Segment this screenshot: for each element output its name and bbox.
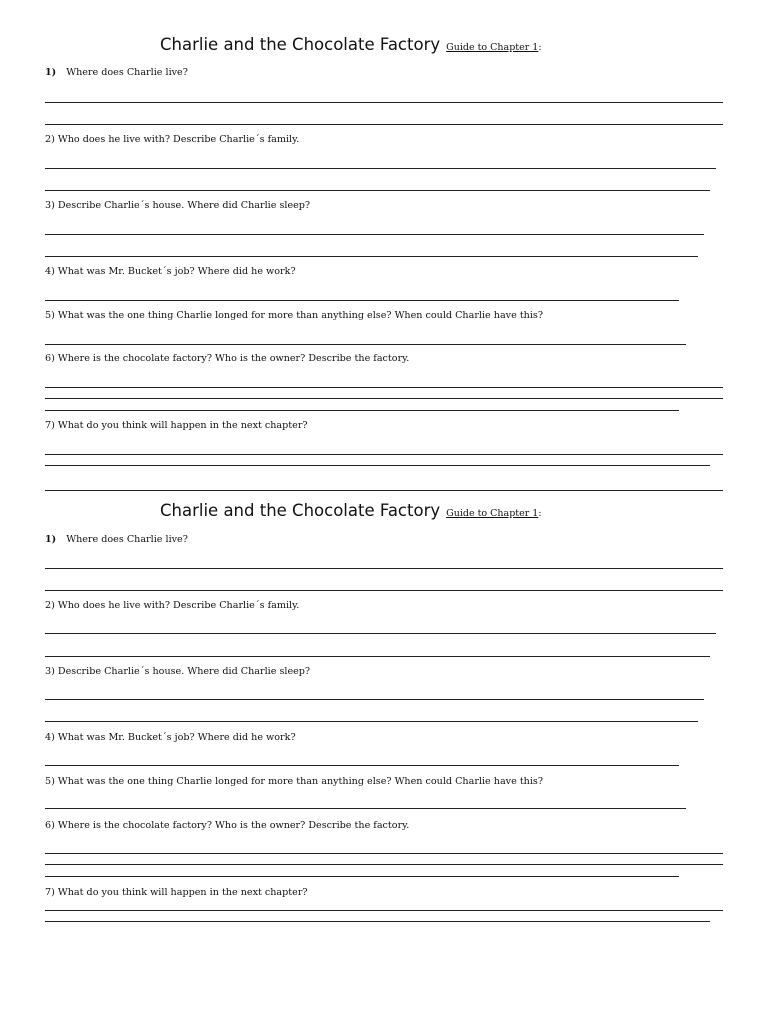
- chapter-guide-colon: :: [538, 508, 542, 519]
- question-2: [45, 135, 299, 145]
- question-2: [45, 601, 299, 611]
- chapter-guide-text: Guide to Chapter 1: [446, 42, 539, 53]
- question-7: [45, 421, 308, 431]
- worksheet-title: [160, 503, 542, 520]
- answer-line[interactable]: [45, 256, 698, 257]
- question-4: [45, 267, 296, 277]
- answer-line[interactable]: [45, 124, 723, 125]
- title-text: Charlie and the Chocolate Factory: [160, 35, 441, 54]
- question-7: [45, 888, 308, 898]
- question-text: 5) What was the one thing Charlie longed for more than anything else? When could Charlie have this?: [45, 776, 543, 787]
- answer-line[interactable]: [45, 387, 723, 388]
- question-text: Where does Charlie live?: [66, 67, 188, 78]
- question-5: [45, 311, 543, 321]
- answer-line[interactable]: [45, 699, 704, 700]
- chapter-guide-label: [446, 42, 541, 53]
- title-text: Charlie and the Chocolate Factory: [160, 501, 441, 520]
- answer-line[interactable]: [45, 344, 686, 345]
- question-number: 1): [45, 67, 57, 78]
- question-6: [45, 354, 409, 364]
- answer-line[interactable]: [45, 490, 723, 491]
- question-3: [45, 667, 310, 677]
- answer-line[interactable]: [45, 300, 679, 301]
- question-6: [45, 821, 409, 831]
- question-1: [45, 535, 188, 545]
- question-5: [45, 777, 543, 787]
- answer-line[interactable]: [45, 876, 679, 877]
- answer-line[interactable]: [45, 465, 710, 466]
- answer-line[interactable]: [45, 568, 723, 569]
- question-text: 2) Who does he live with? Describe Charlie´s family.: [45, 600, 300, 611]
- question-text: 4) What was Mr. Bucket´s job? Where did he work?: [45, 732, 296, 743]
- question-text: 7) What do you think will happen in the next chapter?: [45, 887, 308, 898]
- question-text: 3) Describe Charlie´s house. Where did Charlie sleep?: [45, 666, 311, 677]
- answer-line[interactable]: [45, 921, 710, 922]
- question-number: 1): [45, 534, 57, 545]
- answer-line[interactable]: [45, 765, 679, 766]
- question-text: 4) What was Mr. Bucket´s job? Where did he work?: [45, 266, 296, 277]
- answer-line[interactable]: [45, 721, 698, 722]
- answer-line[interactable]: [45, 410, 679, 411]
- question-text: 3) Describe Charlie´s house. Where did Charlie sleep?: [45, 200, 311, 211]
- question-text: 2) Who does he live with? Describe Charlie´s family.: [45, 134, 300, 145]
- answer-line[interactable]: [45, 168, 716, 169]
- chapter-guide-text: Guide to Chapter 1: [446, 508, 539, 519]
- answer-line[interactable]: [45, 398, 723, 399]
- answer-line[interactable]: [45, 656, 710, 657]
- answer-line[interactable]: [45, 590, 723, 591]
- answer-line[interactable]: [45, 234, 704, 235]
- question-text: 6) Where is the chocolate factory? Who is the owner? Describe the factory.: [45, 820, 410, 831]
- answer-line[interactable]: [45, 190, 710, 191]
- answer-line[interactable]: [45, 454, 723, 455]
- answer-line[interactable]: [45, 633, 716, 634]
- answer-line[interactable]: [45, 808, 686, 809]
- question-text: 6) Where is the chocolate factory? Who is the owner? Describe the factory.: [45, 353, 410, 364]
- question-3: [45, 201, 310, 211]
- chapter-guide-colon: :: [538, 42, 542, 53]
- question-text: 7) What do you think will happen in the next chapter?: [45, 420, 308, 431]
- question-4: [45, 733, 296, 743]
- question-text: 5) What was the one thing Charlie longed for more than anything else? When could Charlie have this?: [45, 310, 543, 321]
- question-1: [45, 68, 188, 78]
- answer-line[interactable]: [45, 853, 723, 854]
- answer-line[interactable]: [45, 864, 723, 865]
- question-text: Where does Charlie live?: [66, 534, 188, 545]
- chapter-guide-label: [446, 508, 541, 519]
- answer-line[interactable]: [45, 910, 723, 911]
- worksheet-title: [160, 37, 542, 54]
- answer-line[interactable]: [45, 102, 723, 103]
